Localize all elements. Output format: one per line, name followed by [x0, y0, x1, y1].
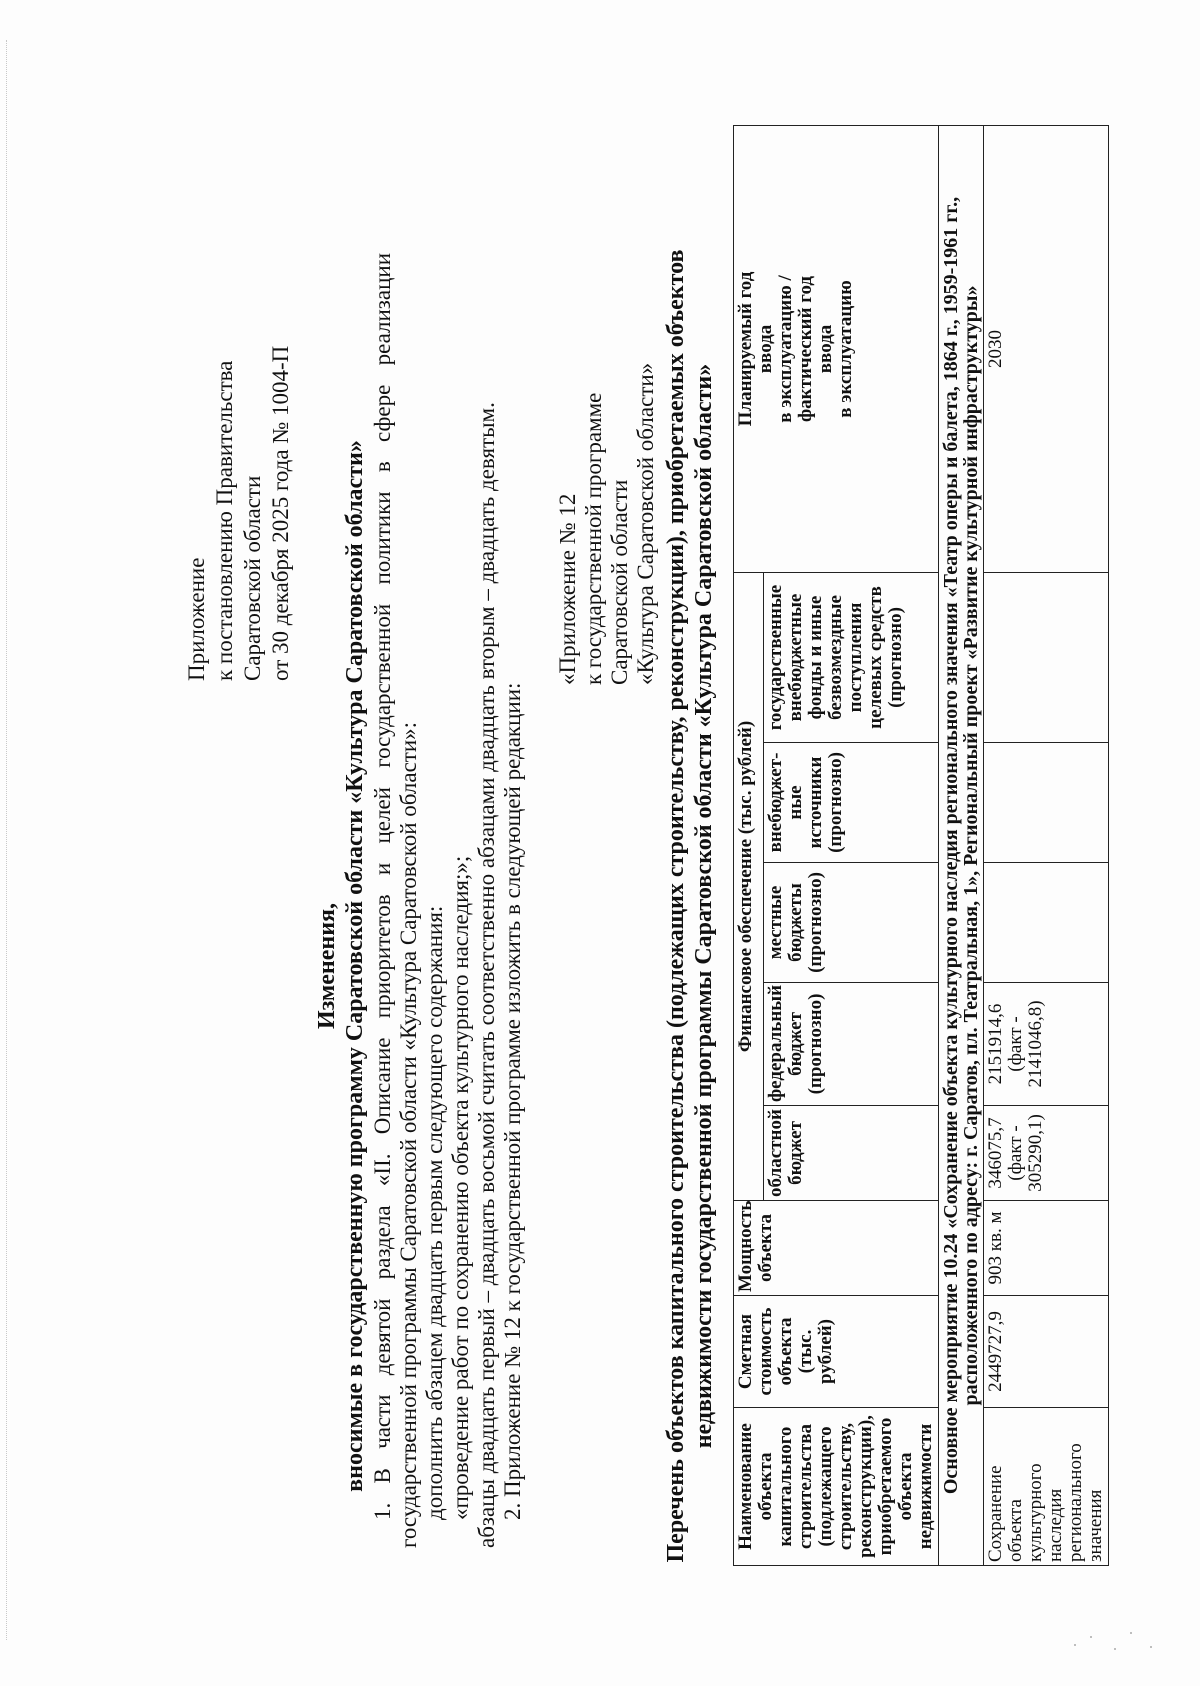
paragraph-2: дополнить абзацем двадцать первым следующего содержания: [422, 905, 447, 1520]
cell-estimated-cost: 2449727,9 [984, 1296, 1109, 1408]
list-title-line: недвижимости государственной программы Саратовской области «Культура Саратовской области» [691, 363, 717, 1449]
title-line: Изменения, [314, 902, 340, 1030]
header-federal-budget: федеральный бюджет (прогнозно) [764, 983, 939, 1106]
title-line: вносимые в государственную программу Саратовской области «Культура Саратовской области» [342, 440, 368, 1492]
objects-table [733, 125, 1109, 1566]
appendix-line: от 30 декабря 2025 года № 1004-П [268, 345, 293, 681]
appendix-header [183, 201, 295, 681]
section-title: Основное мероприятие 10.24 «Сохранение объекта культурного наследия регионального значения «Театр оперы и балета, 1864 г., 1959-1961 гг., расположенного по адресу: г. Саратов, пл. Театральная, 1», Региональный проект «Развитие культурной инфраструктуры» [939, 125, 984, 1565]
appendix-12-line: «Культура Саратовской области» [633, 362, 658, 685]
list-title-line: Перечень объектов капитального строительства (подлежащих строительству, реконструкции), приобретаемых объектов [663, 249, 689, 1563]
appendix-line: Саратовской области [240, 475, 265, 681]
appendix-line: к постановлению Правительства [212, 360, 237, 681]
cell-extrabudgetary-sources [984, 743, 1109, 863]
rotated-document [0, 126, 1106, 1686]
cell-state-funds [984, 572, 1109, 742]
document-body [370, 253, 526, 1548]
paragraph-1-line-2: государственной программы Саратовской области «Культура Саратовской области»: [396, 721, 421, 1548]
appendix-12-line: Саратовской области [607, 479, 632, 685]
list-title [662, 186, 718, 1626]
cell-federal-budget: 2151914,6 (факт - 2141046,8) [984, 983, 1109, 1106]
appendix-12-line: «Приложение № 12 [555, 493, 580, 685]
table-section-row [939, 125, 984, 1565]
appendix-line: Приложение [184, 557, 209, 681]
paragraph-5: 2. Приложение № 12 к государственной программе изложить в следующей редакции: [500, 682, 525, 1520]
appendix-12-line: к государственной программе [581, 392, 606, 685]
paragraph-1-line-1: 1. В части девятой раздела «II. Описание приоритетов и целей государственной политики в сфере реализации [370, 253, 395, 1520]
header-capacity: Мощность объекта [734, 1201, 939, 1296]
appendix-12-header [555, 165, 659, 685]
cell-local-budgets [984, 863, 1109, 983]
cell-commissioning-year: 2030 [984, 125, 1109, 572]
paragraph-4: абзацы двадцать первый – двадцать восьмой считать соответственно абзацами двадцать вторым – двадцать девятым. [474, 402, 499, 1548]
cell-regional-budget: 346075,7 (факт - 305290,1) [984, 1106, 1109, 1201]
document-title [313, 246, 369, 1686]
header-estimated-cost: Сметная стоимость объекта (тыс. рублей) [734, 1296, 939, 1408]
cell-capacity: 903 кв. м [984, 1201, 1109, 1296]
paragraph-3: «проведение работ по сохранению объекта культурного наследия;»; [448, 855, 473, 1520]
header-extrabudgetary-sources: внебюджет- ные источники (прогнозно) [764, 743, 939, 863]
cell-object-name: Сохранение объекта культурного наследия регионального значения [984, 1408, 1109, 1566]
header-object-name: Наименование объекта капитального строительства (подлежащего строительству, реконструкции), приобретаемого объекта недвижимости [734, 1408, 939, 1566]
table-row [984, 125, 1109, 1565]
header-regional-budget: областной бюджет [764, 1106, 939, 1201]
header-commissioning-year: Планируемый год ввода в эксплуатацию / фактический год ввода в эксплуатацию [734, 125, 939, 572]
header-state-funds: государственные внебюджетные фонды и иные безвозмездные поступления целевых средств (прогнозно) [764, 572, 939, 742]
header-funding: Финансовое обеспечение (тыс. рублей) [734, 572, 764, 1200]
header-local-budgets: местные бюджеты (прогнозно) [764, 863, 939, 983]
